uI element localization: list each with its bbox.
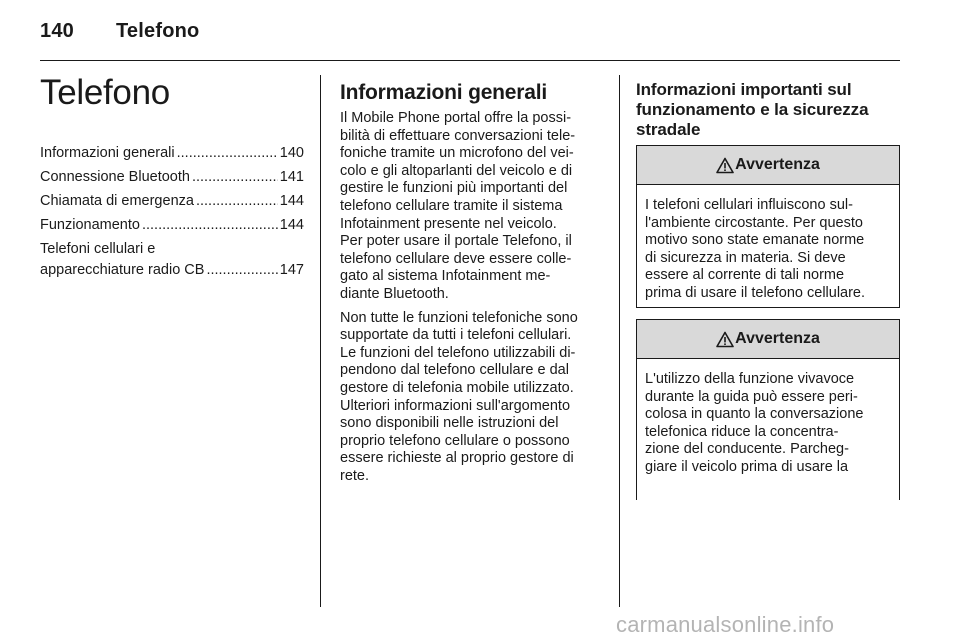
- warning-title: Avvertenza: [735, 156, 820, 173]
- warning-text: L'utilizzo della funzione vivavoce durante la guida può essere peri- colosa in quanto la conversazione telefonica riduce la concentra- zione del conducente. Parcheg- giare il veicolo prima di usare la: [645, 371, 864, 475]
- toc-entry-page: 141: [279, 169, 304, 185]
- chapter-title: Telefono: [40, 73, 170, 112]
- section-title: Telefono: [116, 20, 200, 42]
- safety-column: [636, 80, 900, 140]
- toc-leader: [192, 167, 278, 188]
- toc-entry[interactable]: [40, 239, 304, 281]
- page-header: [40, 20, 199, 43]
- body-paragraph: Non tutte le funzioni telefoniche sono supportate da tutti i telefoni cellulari. Le funzioni del telefono utilizzabili di- pendono dal telefono cellulare e dal gestore di telefonia mobile utilizzato. Ulteriori informazioni sull'argomento sono disponibili nelle istruzioni del proprio telefono cellulare o possono essere richieste al proprio gestore di rete.: [340, 309, 578, 484]
- toc-column: [40, 73, 304, 284]
- column-divider-1: [320, 75, 321, 607]
- warning-triangle-icon: [716, 331, 734, 348]
- warning-title: Avvertenza: [735, 330, 820, 347]
- watermark: carmanualsonline.info: [616, 612, 835, 637]
- warning-box: [636, 145, 900, 308]
- toc-entry-page: 144: [279, 217, 304, 233]
- body-paragraph: Il Mobile Phone portal offre la possi- bilità di effettuare conversazioni tele- foniche tramite un microfono del vei- colo e gli altoparlanti del veicolo e di gestire le funzioni più importanti del telefono cellulare tramite il sistema Infotainment presente nel veicolo. Per poter usare il portale Telefono, il telefono cellulare deve essere colle- gato al sistema Infotainment me- diante Bluetooth.: [340, 110, 576, 302]
- toc-leader: [142, 215, 278, 236]
- header-rule: [40, 60, 900, 61]
- toc-entry-text: Connessione Bluetooth: [40, 169, 190, 185]
- toc-entry-text: Telefoni cellulari e apparecchiature radio CB: [40, 241, 205, 278]
- toc-entry[interactable]: [40, 191, 304, 212]
- toc-entry-text: Funzionamento: [40, 217, 140, 233]
- toc-entry[interactable]: [40, 167, 304, 188]
- warning-triangle-icon: [716, 157, 734, 174]
- toc-entry-page: 147: [279, 262, 304, 278]
- section-heading: Informazioni generali: [340, 81, 547, 104]
- table-of-contents: [40, 143, 304, 281]
- warning-header: [637, 146, 899, 185]
- toc-leader: [177, 143, 278, 164]
- section-heading: Informazioni importanti sul funzionamento e la sicurezza stradale: [636, 80, 869, 139]
- toc-leader: [206, 260, 277, 281]
- warning-header: [637, 320, 899, 359]
- column-divider-2: [619, 75, 620, 607]
- toc-entry[interactable]: [40, 215, 304, 236]
- toc-entry-page: 144: [279, 193, 304, 209]
- toc-entry-page: 140: [279, 145, 304, 161]
- warning-text: I telefoni cellulari influiscono sul- l'ambiente circostante. Per questo motivo sono state emanate norme di sicurezza in materia. Si deve essere al corrente di tali norme prima di usare il telefono cellulare.: [645, 197, 866, 301]
- page-number: 140: [40, 20, 74, 42]
- general-info-column: [340, 80, 612, 485]
- toc-entry[interactable]: [40, 143, 304, 164]
- toc-entry-text: Chiamata di emergenza: [40, 193, 194, 209]
- warning-box: [636, 319, 900, 500]
- toc-leader: [196, 191, 278, 212]
- toc-entry-text: Informazioni generali: [40, 145, 175, 161]
